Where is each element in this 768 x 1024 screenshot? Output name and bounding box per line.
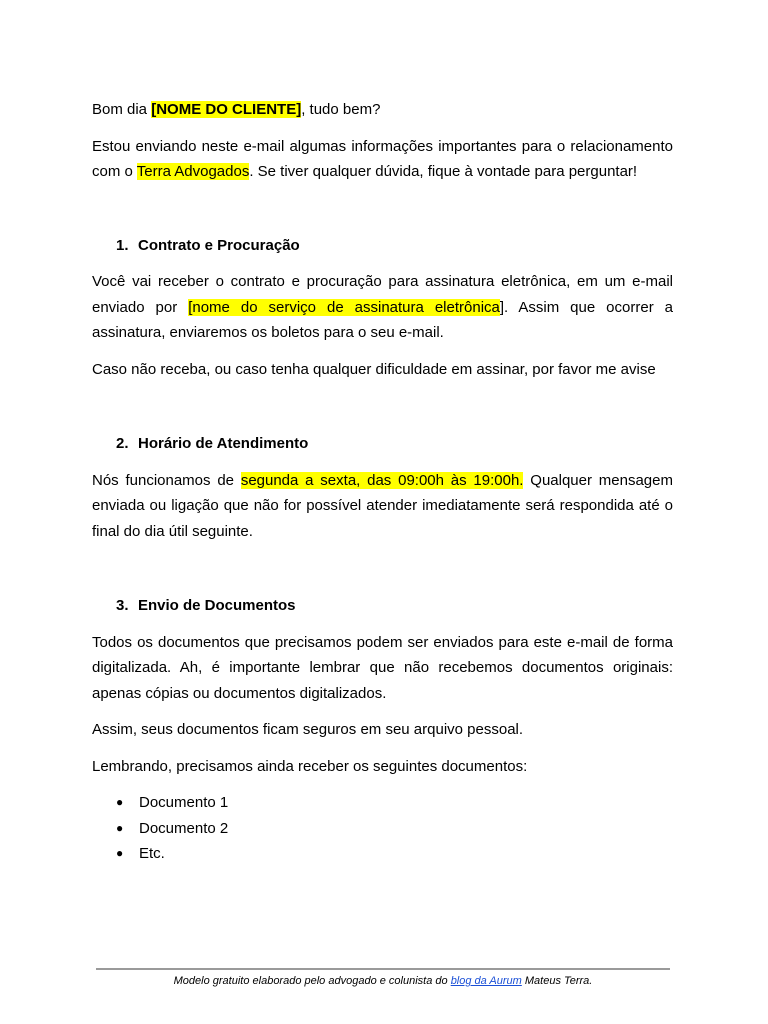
intro-text-before: Estou enviando neste e-mail algumas informações importantes para o relacionamento com o xyxy=(92,137,673,180)
section2-paragraph1 xyxy=(92,468,673,545)
footer-text-before: Modelo gratuito elaborado pelo advogado e colunista do xyxy=(173,975,451,987)
section-number: 2. xyxy=(116,435,129,452)
intro-text-after: . Se tiver qualquer dúvida, fique à vontade para perguntar! xyxy=(249,163,638,180)
list-item-text: Etc. xyxy=(139,845,165,862)
list-item xyxy=(92,790,673,816)
list-item xyxy=(92,841,673,867)
footer-note xyxy=(96,974,670,988)
section3-paragraph2: Assim, seus documentos ficam seguros em seu arquivo pessoal. xyxy=(92,721,524,738)
intro-paragraph xyxy=(92,134,673,185)
section2-text-after: Qualquer mensagem enviada ou ligação que não for possível atender imediatamente será respondida até o final do dia útil seguinte. xyxy=(92,471,673,540)
greeting-prefix: Bom dia xyxy=(92,101,152,118)
list-item-text: Documento 1 xyxy=(139,794,229,811)
document-body xyxy=(92,96,673,867)
office-hours-highlight: segunda a sexta, das 09:00h às 19:00h. xyxy=(240,471,524,489)
bullet-icon: ● xyxy=(116,846,124,860)
bullet-icon: ● xyxy=(116,795,124,809)
firm-name-highlight: Terra Advogados xyxy=(136,163,250,180)
footer-divider xyxy=(96,968,670,970)
section1-text-after: ]. Assim que ocorrer a assinatura, enviaremos os boletos para o seu e-mail. xyxy=(92,298,674,341)
bullet-icon: ● xyxy=(116,820,124,835)
client-name-placeholder: [NOME DO CLIENTE] xyxy=(151,101,302,118)
section2-text-before: Nós funcionamos de xyxy=(92,471,241,489)
list-item xyxy=(92,816,673,842)
section-heading-documentos xyxy=(92,593,673,619)
documents-list xyxy=(92,790,673,867)
signature-service-placeholder: [nome do serviço de assinatura eletrônica xyxy=(188,298,500,316)
section-number: 1. xyxy=(116,236,129,254)
list-item-text: Documento 2 xyxy=(139,819,229,837)
greeting-line xyxy=(92,97,673,123)
section-title: Horário de Atendimento xyxy=(138,435,309,452)
section3-paragraph1: Todos os documentos que precisamos podem ser enviados para este e-mail de forma digitalizada. Ah, é importante lembrar que não recebemos documentos originais: apenas cópias ou documentos digitalizados. xyxy=(92,633,673,702)
section1-text-before: Você vai receber o contrato e procuração para assinatura eletrônica, em um e-mail enviado por xyxy=(92,273,673,316)
aurum-blog-link[interactable]: blog da Aurum xyxy=(450,975,522,987)
section-heading-horario xyxy=(92,431,673,457)
greeting-suffix: , tudo bem? xyxy=(301,101,381,118)
section-number: 3. xyxy=(116,597,129,614)
section-heading-contrato xyxy=(92,233,673,259)
footer-text-after: Mateus Terra. xyxy=(521,975,593,987)
section1-paragraph2: Caso não receba, ou caso tenha qualquer dificuldade em assinar, por favor me avise xyxy=(92,360,656,378)
section3-paragraph3: Lembrando, precisamos ainda receber os seguintes documentos: xyxy=(92,757,528,775)
section1-paragraph1 xyxy=(92,269,673,346)
section-title: Envio de Documentos xyxy=(138,597,296,614)
section-title: Contrato e Procuração xyxy=(138,236,300,254)
